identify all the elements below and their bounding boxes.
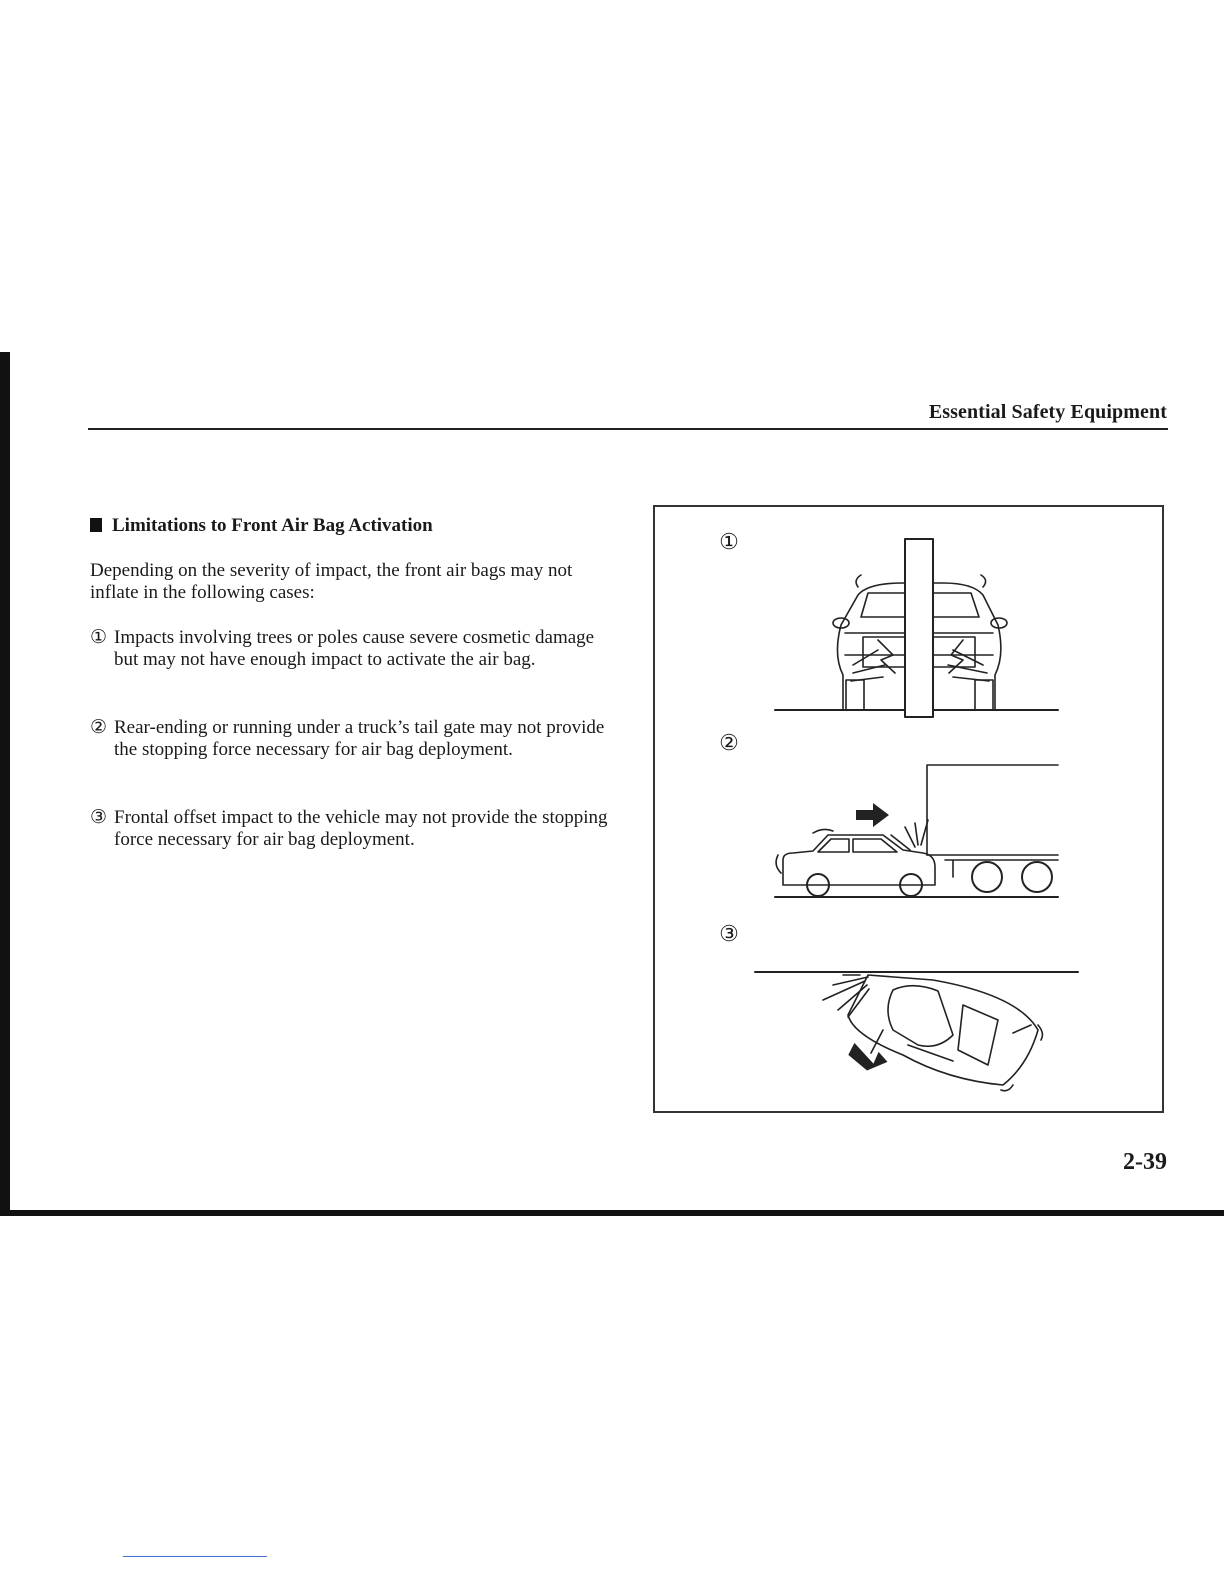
scan-artifact-line [123,1556,267,1557]
list-item [90,807,610,851]
list-item [90,627,610,671]
bottom-rule [0,1210,1224,1216]
chapter-title: Essential Safety Equipment [928,401,1167,423]
item-marker: ② [90,717,108,738]
list-item [90,717,610,761]
item-text: Frontal offset impact to the vehicle may not provide the stopping force necessary for air bag deployment. [114,807,608,850]
header-rule [88,428,1168,430]
item-marker: ① [90,627,108,648]
square-bullet-icon [90,518,102,532]
item-marker: ③ [90,807,108,828]
left-edge-bar [0,352,10,1214]
figure-label-1: ① [719,529,739,554]
figure-label-2: ② [719,730,739,755]
page-number: 2-39 [1123,1149,1167,1175]
section-heading-text: Limitations to Front Air Bag Activation [112,515,433,536]
car-hitting-pole-illustration [775,539,1058,717]
section-heading [90,515,433,537]
item-text: Rear-ending or running under a truck’s tail gate may not provide the stopping force necessary for air bag deployment. [114,717,605,760]
car-under-truck-illustration [775,765,1058,897]
figure-label-3: ③ [719,921,739,946]
intro-paragraph: Depending on the severity of impact, the front air bags may not inflate in the following cases: [90,560,573,603]
item-text: Impacts involving trees or poles cause severe cosmetic damage but may not have enough impact to activate the air bag. [114,627,595,670]
crash-illustrations [653,505,1164,1113]
car-frontal-offset-illustration [755,972,1078,1091]
